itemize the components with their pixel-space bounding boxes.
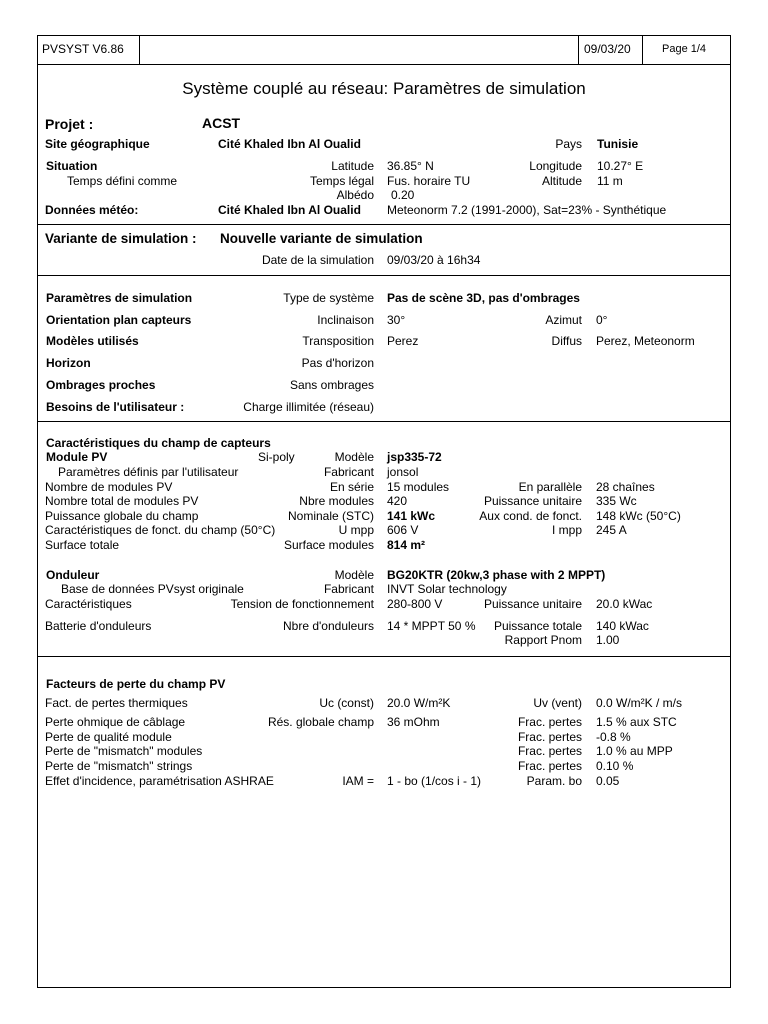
uv-label: Uv (vent)	[533, 696, 582, 710]
nbre-ond-value: 14 * MPPT 50 %	[387, 619, 476, 633]
diffus-label: Diffus	[551, 334, 582, 348]
pertes-title: Facteurs de perte du champ PV	[46, 677, 226, 691]
longitude-label: Longitude	[529, 159, 582, 173]
modele-label: Modèle	[334, 450, 374, 464]
temps-label: Temps défini comme	[67, 174, 178, 188]
iam-formula: 1 - bo (1/cos i - 1)	[387, 774, 482, 788]
azimut-value: 0°	[596, 313, 608, 327]
nbre-label: Nbre modules	[299, 494, 374, 508]
total-label: Nombre total de modules PV	[45, 494, 199, 508]
latitude-label: Latitude	[331, 159, 374, 173]
ond-pu-value: 20.0 kWac	[596, 597, 653, 611]
iam-eq-label: IAM =	[342, 774, 374, 788]
divider	[37, 656, 731, 657]
header-date: 09/03/20	[584, 42, 631, 56]
surf-mod-value: 814 m²	[387, 538, 426, 552]
temps-legal-value: Fus. horaire TU	[387, 174, 471, 188]
ond-fabricant-label: Fabricant	[323, 582, 374, 596]
incl-value: 30°	[387, 313, 406, 327]
tech-value: Si-poly	[258, 450, 295, 464]
sim-date-value: 09/03/20 à 16h34	[387, 253, 481, 267]
pu-value: 335 Wc	[596, 494, 637, 508]
altitude-value: 11 m	[597, 174, 623, 188]
ohm-label: Perte ohmique de câblage	[45, 715, 186, 729]
ond-modele-value: BG20KTR (20kw,3 phase with 2 MPPT)	[387, 568, 606, 582]
type-label: Type de système	[283, 291, 374, 305]
mism-mod-label: Perte de "mismatch" modules	[45, 744, 203, 758]
therm-label: Fact. de pertes thermiques	[45, 696, 188, 710]
ond-pu-label: Puissance unitaire	[483, 597, 582, 611]
serie-label: En série	[329, 480, 374, 494]
modele-value: jsp335-72	[387, 450, 442, 464]
variante-label: Variante de simulation :	[45, 231, 197, 246]
impp-label: I mpp	[551, 523, 582, 537]
projet-label: Projet :	[45, 116, 94, 132]
batterie-label: Batterie d'onduleurs	[45, 619, 152, 633]
iam-label: Effet d'incidence, paramétrisation ASHRAE	[45, 774, 274, 788]
models-label: Modèles utilisés	[46, 334, 139, 348]
serie-value: 15 modules	[387, 480, 450, 494]
meteo-source: Meteonorm 7.2 (1991-2000), Sat=23% - Synthétique	[387, 203, 667, 217]
divider	[578, 35, 579, 65]
ptot-value: 140 kWac	[596, 619, 649, 633]
umpp-label: U mpp	[338, 523, 374, 537]
qual-frac-value: -0.8 %	[596, 730, 631, 744]
site-label: Site géographique	[45, 137, 150, 151]
albedo-label: Albédo	[336, 188, 374, 202]
besoins-value: Charge illimitée (réseau)	[243, 400, 374, 414]
bo-value: 0.05	[596, 774, 620, 788]
res-label: Rés. globale champ	[267, 715, 374, 729]
fabricant-label: Fabricant	[323, 465, 374, 479]
tension-label: Tension de fonctionnement	[230, 597, 374, 611]
bo-label: Param. bo	[526, 774, 582, 788]
ond-fabricant-value: INVT Solar technology	[387, 582, 507, 596]
diffus-value: Perez, Meteonorm	[596, 334, 695, 348]
ombrages-label: Ombrages proches	[46, 378, 156, 392]
ond-caract-label: Caractéristiques	[45, 597, 132, 611]
onduleur-label: Onduleur	[46, 568, 100, 582]
pays-value: Tunisie	[597, 137, 639, 151]
puiss-label: Puissance globale du champ	[45, 509, 199, 523]
divider	[37, 275, 731, 276]
uc-label: Uc (const)	[319, 696, 374, 710]
qual-label: Perte de qualité module	[45, 730, 172, 744]
surf-mod-label: Surface modules	[283, 538, 374, 552]
pu-label: Puissance unitaire	[483, 494, 582, 508]
horizon-value: Pas d'horizon	[301, 356, 374, 370]
module-label: Module PV	[46, 450, 108, 464]
frac-label: Frac. pertes	[517, 715, 582, 729]
user-defined-label: Paramètres définis par l'utilisateur	[58, 465, 239, 479]
surface-label: Surface totale	[45, 538, 120, 552]
page-title: Système couplé au réseau: Paramètres de simulation	[182, 79, 586, 98]
divider	[139, 35, 140, 65]
impp-value: 245 A	[596, 523, 627, 537]
meteo-site: Cité Khaled Ibn Al Oualid	[218, 203, 361, 217]
altitude-label: Altitude	[541, 174, 582, 188]
ombrages-value: Sans ombrages	[289, 378, 374, 392]
umpp-value: 606 V	[387, 523, 419, 537]
site-value: Cité Khaled Ibn Al Oualid	[218, 137, 361, 151]
aux-label: Aux cond. de fonct.	[479, 509, 582, 523]
parallele-value: 28 chaînes	[596, 480, 655, 494]
frac-label: Frac. pertes	[517, 730, 582, 744]
ptot-label: Puissance totale	[493, 619, 582, 633]
champ-title: Caractéristiques du champ de capteurs	[46, 436, 271, 450]
nb-mod-label: Nombre de modules PV	[45, 480, 173, 494]
type-value: Pas de scène 3D, pas d'ombrages	[387, 291, 580, 305]
nbre-ond-label: Nbre d'onduleurs	[282, 619, 374, 633]
tension-value: 280-800 V	[387, 597, 443, 611]
divider	[642, 35, 643, 65]
besoins-label: Besoins de l'utilisateur :	[46, 400, 185, 414]
azimut-label: Azimut	[545, 313, 582, 327]
divider	[37, 224, 731, 225]
frac-label: Frac. pertes	[517, 759, 582, 773]
mism-str-label: Perte de "mismatch" strings	[45, 759, 193, 773]
temps-legal-label: Temps légal	[309, 174, 374, 188]
parallele-label: En parallèle	[518, 480, 582, 494]
software-version: PVSYST V6.86	[42, 42, 124, 56]
uc-value: 20.0 W/m²K	[387, 696, 451, 710]
nominale-label: Nominale (STC)	[287, 509, 374, 523]
base-label: Base de données PVsyst originale	[61, 582, 244, 596]
transp-value: Perez	[387, 334, 419, 348]
pays-label: Pays	[555, 137, 582, 151]
incl-label: Inclinaison	[317, 313, 374, 327]
transp-label: Transposition	[302, 334, 374, 348]
sim-date-label: Date de la simulation	[261, 253, 374, 267]
projet-name: ACST	[202, 115, 241, 131]
mism-mod-frac-value: 1.0 % au MPP	[596, 744, 673, 758]
ohm-frac-value: 1.5 % aux STC	[596, 715, 677, 729]
sim-params-label: Paramètres de simulation	[46, 291, 193, 305]
latitude-value: 36.85° N	[387, 159, 434, 173]
orient-label: Orientation plan capteurs	[46, 313, 192, 327]
variante-name: Nouvelle variante de simulation	[220, 231, 423, 246]
nominale-value: 141 kWc	[387, 509, 436, 523]
horizon-label: Horizon	[46, 356, 91, 370]
aux-value: 148 kWc (50°C)	[596, 509, 681, 523]
fabricant-value: jonsol	[387, 465, 419, 479]
nbre-value: 420	[387, 494, 408, 508]
frac-label: Frac. pertes	[517, 744, 582, 758]
meteo-label: Données météo:	[45, 203, 139, 217]
situation-label: Situation	[46, 159, 98, 173]
divider	[37, 64, 731, 65]
res-value: 36 mOhm	[387, 715, 440, 729]
uv-value: 0.0 W/m²K / m/s	[596, 696, 683, 710]
ond-modele-label: Modèle	[334, 568, 374, 582]
mism-str-frac-value: 0.10 %	[596, 759, 634, 773]
rapport-label: Rapport Pnom	[504, 633, 582, 647]
albedo-value: 0.20	[391, 188, 415, 202]
rapport-value: 1.00	[596, 633, 620, 647]
caract-label: Caractéristiques de fonct. du champ (50°C)	[45, 523, 276, 537]
divider	[37, 421, 731, 422]
longitude-value: 10.27° E	[597, 159, 644, 173]
page-number: Page 1/4	[662, 43, 707, 55]
